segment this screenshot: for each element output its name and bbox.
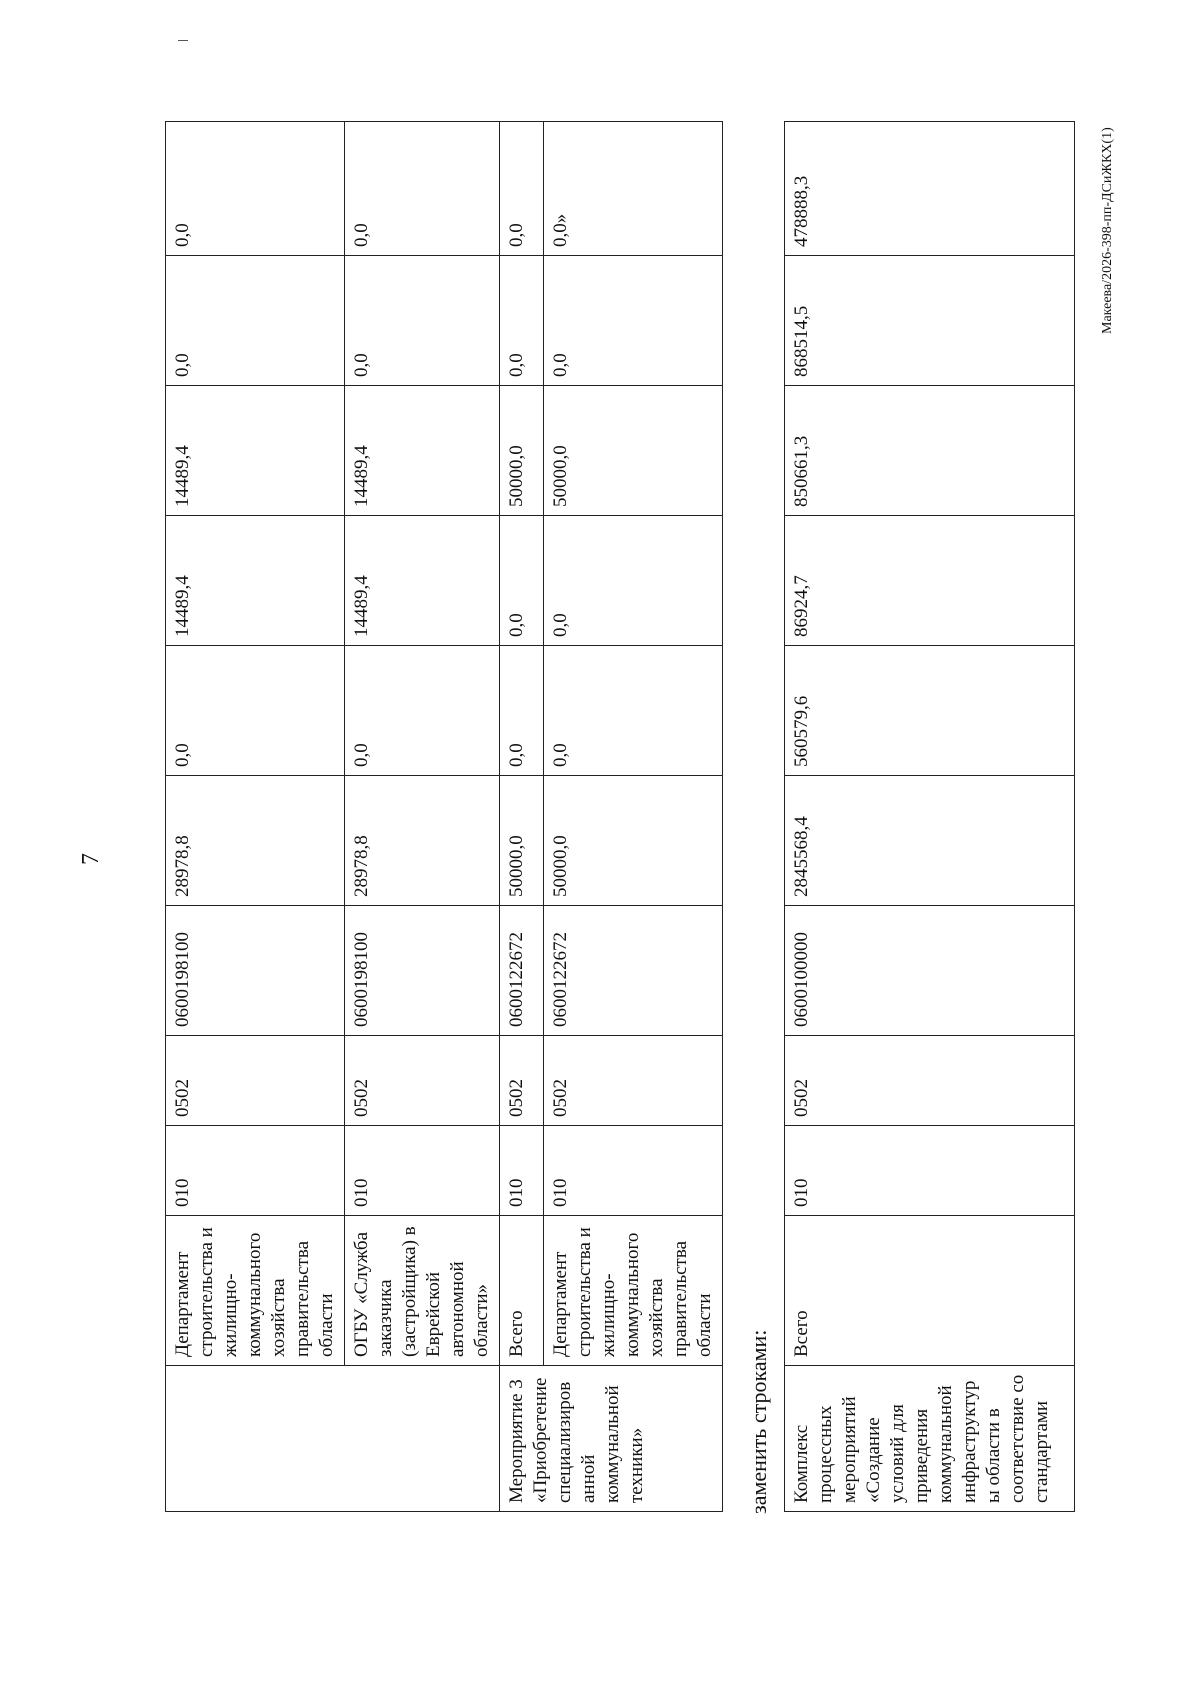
cell-grbs: 010 (166, 1126, 345, 1216)
cell-value: 50000,0 (500, 386, 544, 516)
cell-executor: Всего (500, 1216, 544, 1366)
cell-csr: 0600198100 (166, 906, 345, 1036)
cell-value: 28978,8 (345, 776, 500, 906)
cell-name: Комплекс процессных мероприятий «Создание условий для приведения коммунальной инфраструктуры области в соответствие со стандартами (785, 1366, 1075, 1512)
cell-value: 850661,3 (785, 386, 1075, 516)
table-row (544, 122, 723, 1512)
cell-csr: 0600198100 (345, 906, 500, 1036)
cell-value: 0,0 (544, 516, 723, 646)
table-row (785, 122, 1075, 1512)
cell-value: 28978,8 (166, 776, 345, 906)
replace-label: заменить строками: (746, 1329, 771, 1514)
table-row (166, 122, 345, 1512)
cell-csr: 0600100000 (785, 906, 1075, 1036)
cell-value: 14489,4 (166, 516, 345, 646)
cell-executor: Департамент строительства и жилищно-коммунального хозяйства правительства области (166, 1216, 345, 1366)
cell-value: 0,0 (345, 256, 500, 386)
cell-rz: 0502 (500, 1036, 544, 1126)
cell-value: 0,0 (166, 122, 345, 256)
cell-value: 0,0 (166, 646, 345, 776)
cell-value: 14489,4 (345, 386, 500, 516)
cell-value: 0,0 (544, 256, 723, 386)
cell-csr: 0600122672 (500, 906, 544, 1036)
cell-grbs: 010 (544, 1126, 723, 1216)
cell-name (166, 1366, 500, 1512)
cell-rz: 0502 (345, 1036, 500, 1126)
cell-value: 14489,4 (345, 516, 500, 646)
cell-value: 0,0 (544, 646, 723, 776)
cell-value: 0,0 (500, 256, 544, 386)
cell-grbs: 010 (345, 1126, 500, 1216)
document-code: Макеева/2026-398-пп-ДСиЖКХ(1) (1100, 127, 1115, 334)
cell-rz: 0502 (544, 1036, 723, 1126)
cell-value: 0,0 (500, 122, 544, 256)
cell-rz: 0502 (785, 1036, 1075, 1126)
cell-value: 868514,5 (785, 256, 1075, 386)
cell-value: 0,0 (345, 122, 500, 256)
cell-csr: 0600122672 (544, 906, 723, 1036)
scan-mark (178, 40, 188, 41)
cell-value: 560579,6 (785, 646, 1075, 776)
cell-value: 0,0 (500, 646, 544, 776)
cell-value: 50000,0 (544, 776, 723, 906)
table-row (500, 122, 544, 1512)
page-number: 7 (78, 853, 104, 865)
cell-value: 50000,0 (544, 386, 723, 516)
cell-value: 0,0 (500, 516, 544, 646)
upper-table (165, 121, 723, 1512)
cell-value: 50000,0 (500, 776, 544, 906)
cell-value: 86924,7 (785, 516, 1075, 646)
cell-value: 0,0» (544, 122, 723, 256)
cell-value: 0,0 (166, 256, 345, 386)
cell-value: 2845568,4 (785, 776, 1075, 906)
cell-value: 14489,4 (166, 386, 345, 516)
cell-executor: Всего (785, 1216, 1075, 1366)
cell-value: 0,0 (345, 646, 500, 776)
cell-rz: 0502 (166, 1036, 345, 1126)
cell-value: 478888,3 (785, 122, 1075, 256)
cell-name: Мероприятие 3 «Приобретение специализированной коммунальной техники» (500, 1366, 723, 1512)
cell-executor: ОГБУ «Служба заказчика (застройщика) в Еврейской автономной области» (345, 1216, 500, 1366)
cell-grbs: 010 (500, 1126, 544, 1216)
table-row (345, 122, 500, 1512)
cell-executor: Департамент строительства и жилищно-коммунального хозяйства правительства области (544, 1216, 723, 1366)
lower-table (784, 121, 1075, 1512)
cell-grbs: 010 (785, 1126, 1075, 1216)
